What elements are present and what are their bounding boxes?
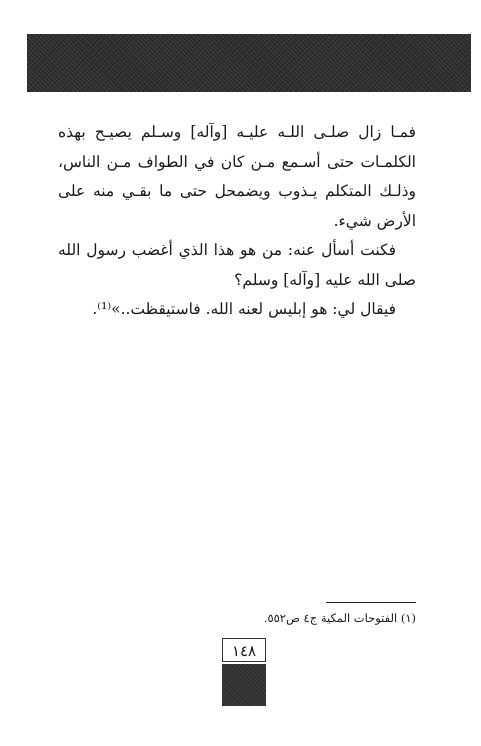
paragraph: فيقال لي: هو إبليس لعنه الله. فاستيقظت..»⁽¹⁾. — [92, 300, 396, 318]
paragraph: فمـا زال صلـى اللـه عليـه [وآله] وسـلم يصيـح بهذه الكلمـات حتى أسـمع مـن كان في الطواف مـن الناس، وذلـك المتكلم يـذوب ويضمحل حتى ما بقـي منه على الأرض شيء. — [58, 123, 416, 230]
footnote-divider — [326, 602, 416, 603]
paragraph: فكنت أسأل عنه: من هو هذا الذي أغضب رسول الله صلى الله عليه [وآله] وسلم؟ — [58, 241, 416, 289]
body-text — [58, 118, 416, 325]
bottom-tab — [222, 664, 266, 706]
page-number: ١٤٨ — [222, 638, 266, 662]
footnote: (١) الفتوحات المكية ج٤ ص٥٥٢. — [263, 611, 416, 625]
header-band — [27, 34, 471, 92]
